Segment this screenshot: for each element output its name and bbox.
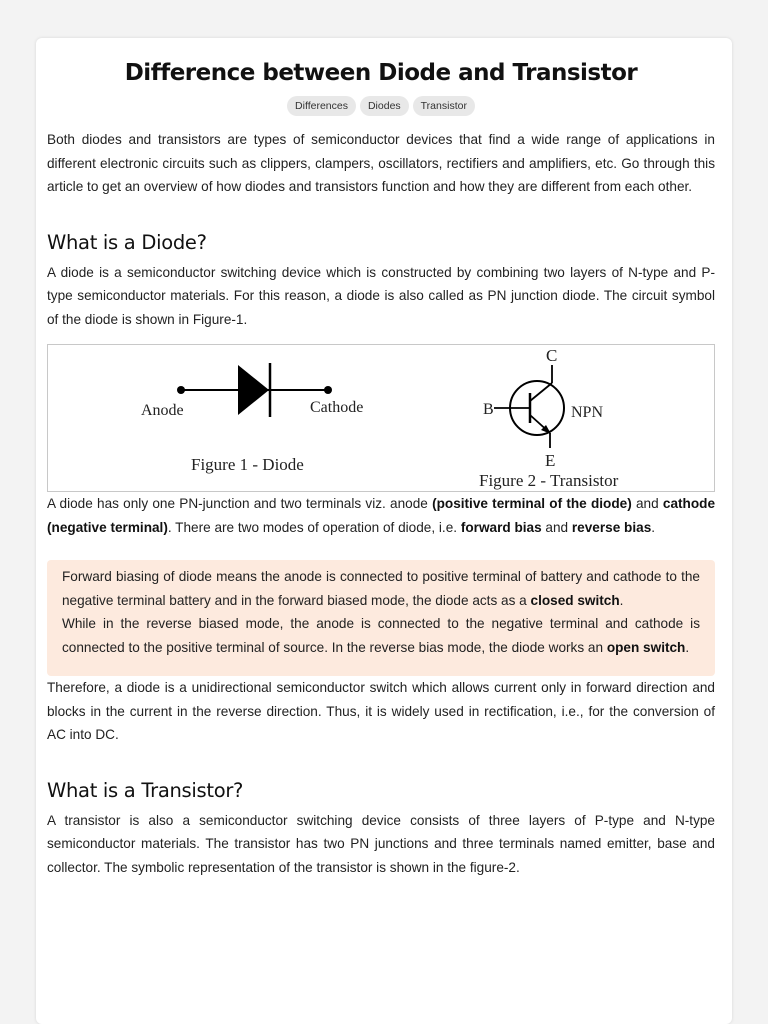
text-span: and	[631, 496, 663, 511]
npn-label: NPN	[571, 404, 604, 421]
bold-open-switch: open switch	[606, 639, 686, 655]
diode-terminals-paragraph	[47, 492, 715, 539]
text-span: .	[651, 519, 656, 535]
transistor-caption: Figure 2 - Transistor	[479, 471, 619, 490]
text-span: . There are two modes of operation of diode, i.e.	[167, 519, 461, 535]
bold-closed-switch: closed switch	[530, 592, 620, 608]
figure-diode-transistor	[47, 344, 715, 492]
text-span: While in the reverse biased mode, the anode is connected to the negative terminal and cathode is connected to the positive terminal of source. In the reverse bias mode, the diode works an	[62, 616, 700, 655]
bold-cathode-terminal: cathode (negative terminal)	[47, 496, 716, 535]
collector-label: C	[546, 346, 558, 365]
emitter-label: E	[545, 451, 556, 470]
text-span: and	[541, 519, 572, 535]
tag-list	[47, 96, 715, 116]
article-card	[36, 38, 732, 1024]
text-span: Forward biasing of diode means the anode is connected to positive terminal of battery and cathode to the negative terminal battery and in the forward biased mode, the diode acts as a	[62, 569, 700, 608]
bold-reverse-bias: reverse bias	[571, 519, 652, 535]
diode-caption: Figure 1 - Diode	[191, 455, 304, 474]
transistor-heading: What is a Transistor?	[47, 778, 244, 802]
bold-forward-bias: forward bias	[460, 519, 542, 535]
cathode-label: Cathode	[310, 399, 364, 416]
page-title: Difference between Diode and Transistor	[124, 60, 638, 86]
tag-transistor[interactable]: Transistor	[413, 96, 475, 116]
forward-bias-note	[62, 565, 700, 612]
intro-paragraph: Both diodes and transistors are types of semiconductor devices that find a wide range of applications in different electronic circuits such as clippers, clampers, oscillators, rectifiers and amplifiers, etc. Go through this article to get an overview of how diodes and transistors function and how they are different from each other.	[47, 132, 715, 194]
transistor-paragraph: A transistor is also a semiconductor switching device consists of three layers of P-type and N-type semiconductor materials. The transistor has two PN junctions and three terminals named emitter, base and collector. The symbolic representation of the transistor is shown in the figure-2.	[47, 812, 715, 875]
transistor-symbol	[494, 365, 564, 448]
diode-paragraph: A diode is a semiconductor switching device which is constructed by combining two layers of N-type and P-type semiconductor materials. For this reason, a diode is also called as PN junction diode. The circuit symbol of the diode is shown in Figure-1.	[47, 264, 715, 327]
bias-note-box	[47, 560, 715, 676]
diode-heading: What is a Diode?	[47, 230, 207, 254]
diode-conclusion-paragraph: Therefore, a diode is a unidirectional semiconductor switch which allows current only in forward direction and blocks in the current in the reverse direction. Thus, it is widely used in rectification, i.e., for the conversion of AC into DC.	[47, 680, 715, 742]
text-span: .	[619, 592, 624, 608]
diode-symbol	[177, 363, 332, 417]
reverse-bias-note	[62, 612, 700, 659]
tag-differences[interactable]: Differences	[287, 96, 356, 116]
bold-anode-terminal: (positive terminal of the diode)	[432, 496, 632, 511]
anode-label: Anode	[141, 402, 184, 419]
text-span: A diode has only one PN-junction and two terminals viz. anode	[47, 496, 433, 511]
base-label: B	[483, 401, 494, 418]
circuit-symbols-figure	[48, 345, 716, 491]
text-span: .	[685, 639, 690, 655]
tag-diodes[interactable]: Diodes	[360, 96, 409, 116]
